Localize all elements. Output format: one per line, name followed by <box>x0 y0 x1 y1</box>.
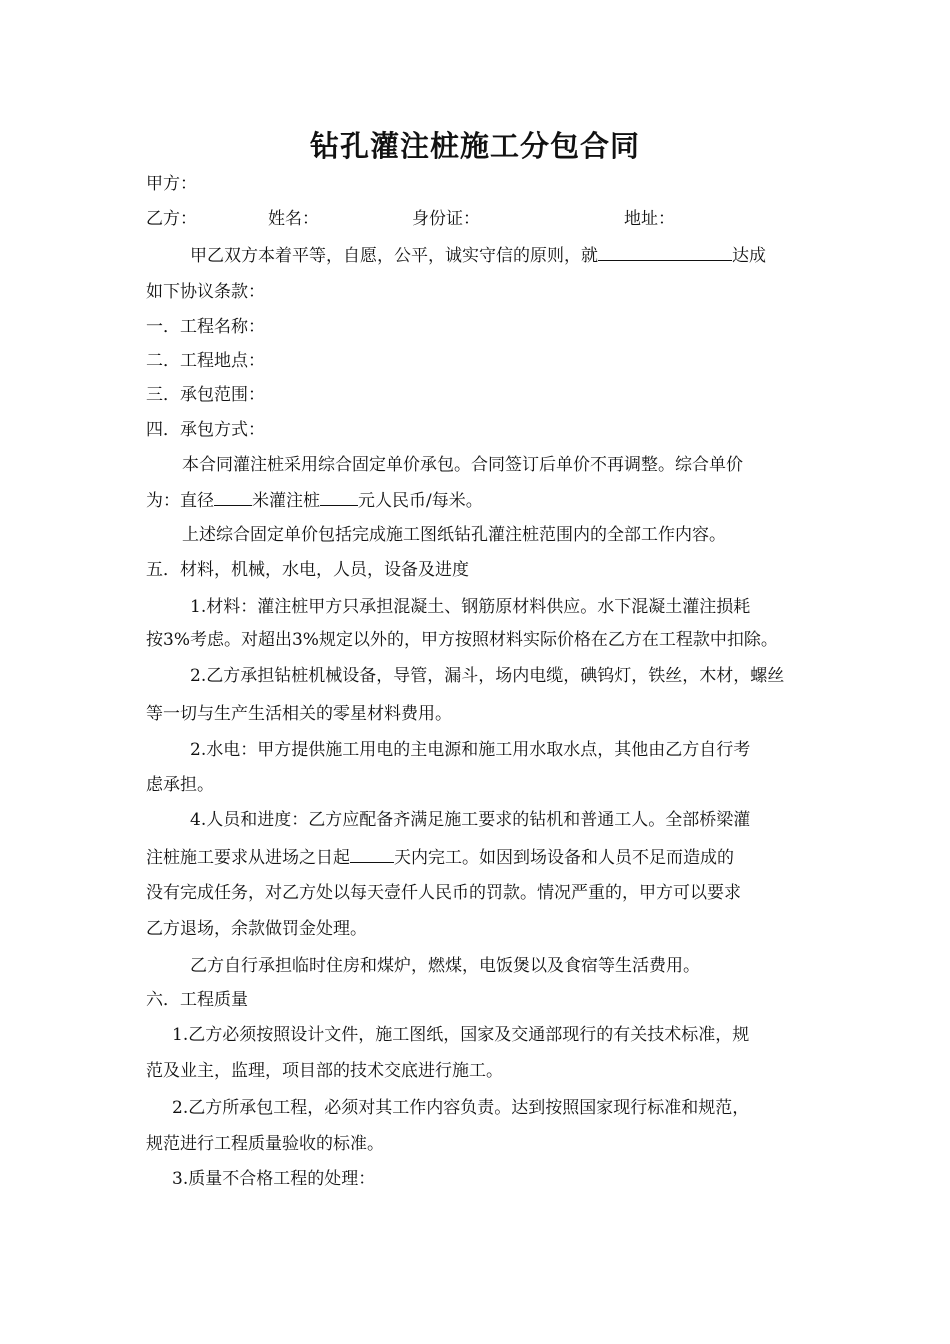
section-5-item-1-line-2: 按3%考虑。对超出3%规定以外的，甲方按照材料实际价格在乙方在工程款中扣除。 <box>146 630 778 650</box>
section-6-item-1-line-1: 1.乙方必须按照设计文件，施工图纸，国家及交通部现行的有关技术标准，规 <box>172 1025 750 1045</box>
price-text-c: 元人民币/每米。 <box>358 491 483 511</box>
section-6-item-2-line-1: 2.乙方所承包工程，必须对其工作内容负责。达到按照国家现行标准和规范， <box>172 1098 750 1118</box>
party-b-id-label: 身份证： <box>412 209 480 229</box>
section-5-item-3-line-2: 虑承担。 <box>146 775 214 795</box>
section-1-heading: 一．工程名称： <box>146 317 265 337</box>
intro-line-2: 如下协议条款： <box>146 282 265 302</box>
section-4-para-1-line-1: 本合同灌注桩采用综合固定单价承包。合同签订后单价不再调整。综合单价 <box>182 455 743 475</box>
days-blank <box>350 844 394 863</box>
section-3-heading: 三．承包范围： <box>146 385 265 405</box>
section-5-item-2-line-1: 2.乙方承担钻桩机械设备，导管，漏斗，场内电缆，碘钨灯，铁丝，木材，螺丝 <box>190 666 785 686</box>
party-b-name-label: 姓名： <box>268 209 319 229</box>
section-5-item-3-line-1: 2.水电：甲方提供施工用电的主电源和施工用水取水点，其他由乙方自行考 <box>190 740 751 760</box>
section-5-item-4-line-2 <box>146 844 816 870</box>
section-5-item-4-line-4: 乙方退场，余款做罚金处理。 <box>146 919 367 939</box>
party-b-address-label: 地址： <box>624 209 675 229</box>
section-5-item-2-line-2: 等一切与生产生活相关的零星材料费用。 <box>146 704 452 724</box>
diameter-blank <box>214 487 252 506</box>
section-2-heading: 二．工程地点： <box>146 351 265 371</box>
deadline-text-a: 注桩施工要求从进场之日起 <box>146 848 350 868</box>
section-5-item-4-line-3: 没有完成任务，对乙方处以每天壹仟人民币的罚款。情况严重的，甲方可以要求 <box>146 883 741 903</box>
intro-text: 甲乙双方本着平等，自愿，公平，诚实守信的原则，就 <box>190 246 598 266</box>
section-6-item-3: 3.质量不合格工程的处理： <box>172 1169 376 1189</box>
section-5-heading: 五．材料，机械，水电，人员，设备及进度 <box>146 560 469 580</box>
section-4-para-2: 上述综合固定单价包括完成施工图纸钻孔灌注桩范围内的全部工作内容。 <box>182 525 726 545</box>
intro-line-1 <box>146 242 860 268</box>
party-a-line: 甲方： <box>146 174 197 194</box>
section-5-item-5: 乙方自行承担临时住房和煤炉，燃煤，电饭煲以及食宿等生活费用。 <box>190 956 700 976</box>
deadline-text-b: 天内完工。如因到场设备和人员不足而造成的 <box>394 848 734 868</box>
intro-text-end: 达成 <box>732 246 766 266</box>
section-5-item-1-line-1: 1.材料：灌注桩甲方只承担混凝土、钢筋原材料供应。水下混凝土灌注损耗 <box>190 597 751 617</box>
section-6-item-1-line-2: 范及业主，监理，项目部的技术交底进行施工。 <box>146 1061 503 1081</box>
project-blank <box>598 242 732 261</box>
section-4-para-1-line-2 <box>146 487 816 513</box>
party-b-label: 乙方： <box>146 209 197 229</box>
price-text-a: 为：直径 <box>146 491 214 511</box>
price-blank <box>320 487 358 506</box>
section-6-heading: 六．工程质量 <box>146 990 248 1010</box>
document-title: 钻孔灌注桩施工分包合同 <box>309 129 640 163</box>
section-5-item-4-line-1: 4.人员和进度：乙方应配备齐满足施工要求的钻机和普通工人。全部桥梁灌 <box>190 810 751 830</box>
section-4-heading: 四．承包方式： <box>146 420 265 440</box>
section-6-item-2-line-2: 规范进行工程质量验收的标准。 <box>146 1134 384 1154</box>
price-text-b: 米灌注桩 <box>252 491 320 511</box>
